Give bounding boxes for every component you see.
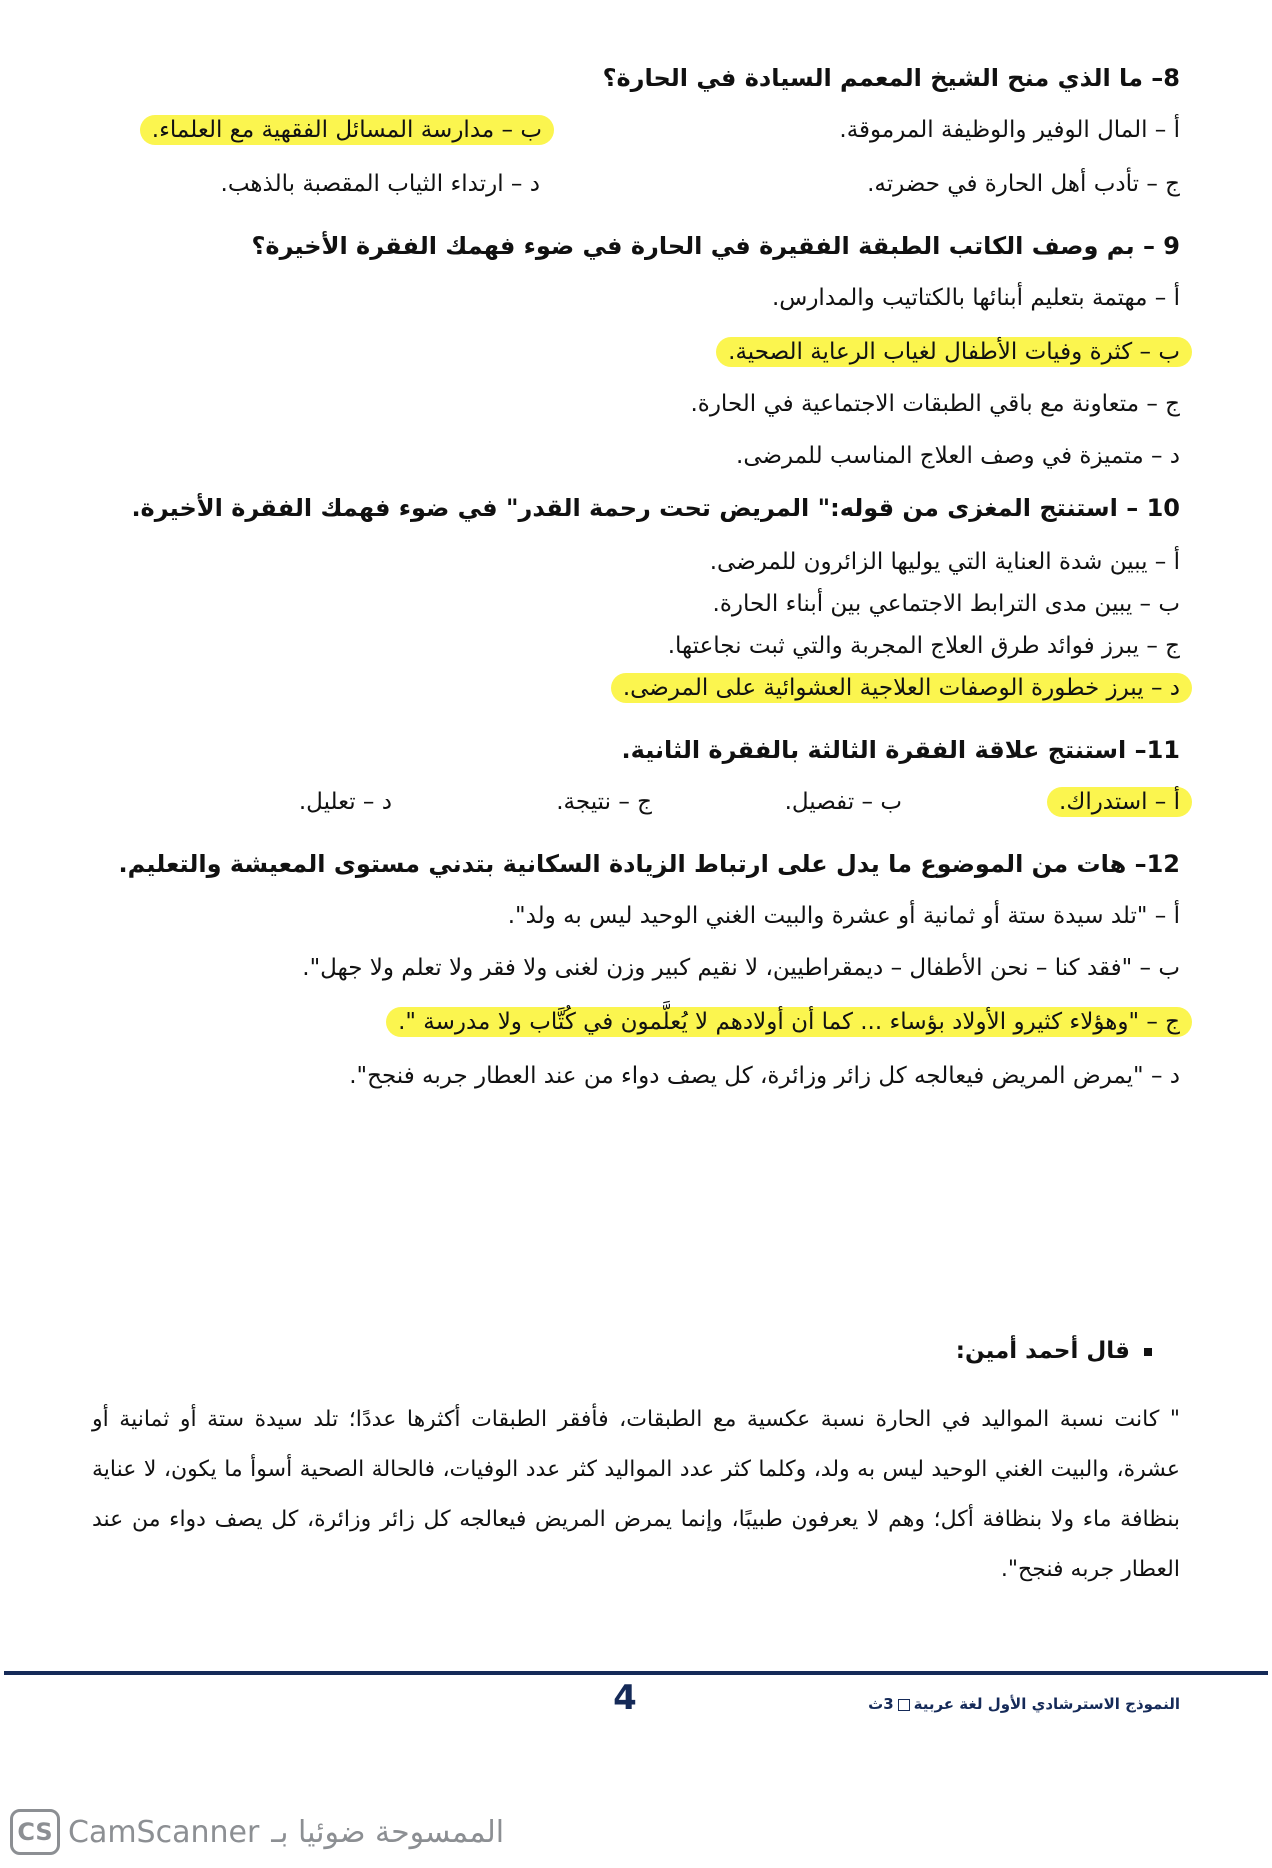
checkbox-glyph-icon [898,1699,910,1711]
footer-divider [4,1671,1268,1675]
q12-option-d: د – "يمرض المريض فيعالجه كل زائر وزائرة، كل يصف دواء من عند العطار جربه فنجح". [349,1063,1180,1089]
watermark-arabic: الممسوحة ضوئيا بـ [271,1814,505,1850]
q12-option-c [386,1006,1192,1038]
q8-option-d: د – ارتداء الثياب المقصبة بالذهب. [220,171,540,197]
q11-option-a [1047,786,1192,818]
highlight-marker: ب – كثرة وفيات الأطفال لغياب الرعاية الصحية. [716,337,1192,367]
footer-grade: 3ث [868,1695,894,1713]
question-8: 8– ما الذي منح الشيخ المعمم السيادة في الحارة؟ [602,64,1180,92]
question-11: 11– استنتج علاقة الفقرة الثالثة بالفقرة الثانية. [621,736,1180,764]
q8-option-b [140,114,554,146]
q10-option-d [611,672,1192,704]
camscanner-watermark [10,1806,504,1858]
q10-option-b: ب – يبين مدى الترابط الاجتماعي بين أبناء الحارة. [712,591,1180,617]
q11-option-d: د – تعليل. [298,789,392,815]
quote-paragraph: " كانت نسبة المواليد في الحارة نسبة عكسية مع الطبقات، فأفقر الطبقات أكثرها عددًا؛ تلد سيدة ستة أو ثمانية أو عشرة، والبيت الغني الوحيد ليس به ولد، وكلما كثر عدد المواليد كثر عدد الوفيات، فالحالة الصحية أسوأ ما يكون، لا عناية بنظافة ماء ولا بنظافة أكل؛ وهم لا يعرفون طبيبًا، وإنما يمرض المريض فيعالجه كل زائر وزائرة، كل يصف دواء من عند العطار جربه فنجح". [92,1407,1180,1582]
q10-option-c: ج – يبرز فوائد طرق العلاج المجربة والتي ثبت نجاعتها. [667,633,1180,659]
quote-intro [956,1338,1152,1364]
camscanner-logo-icon: CS [10,1809,60,1855]
footer-title-text: النموذج الاسترشادي الأول لغة عربية [913,1695,1180,1713]
page-number: 4 [613,1678,637,1718]
q8-option-c: ج – تأدب أهل الحارة في حضرته. [867,171,1180,197]
q10-option-a: أ – يبين شدة العناية التي يوليها الزائرون للمرضى. [709,549,1180,575]
q9-option-d: د – متميزة في وصف العلاج المناسب للمرضى. [736,443,1180,469]
q11-option-b: ب – تفصيل. [784,789,902,815]
highlight-marker: أ – استدراك. [1047,787,1192,817]
q8-option-a: أ – المال الوفير والوظيفة المرموقة. [839,117,1180,143]
q12-option-b: ب – "فقد كنا – نحن الأطفال – ديمقراطيين، لا نقيم كبير وزن لغنى ولا فقر ولا تعلم ولا جهل". [302,955,1180,981]
highlight-marker: ب – مدارسة المسائل الفقهية مع العلماء. [140,115,554,145]
quote-intro-text: قال أحمد أمين: [955,1338,1130,1364]
watermark-brand: CamScanner [68,1814,260,1850]
q9-option-b [716,336,1192,368]
footer-title [868,1695,1180,1713]
q9-option-c: ج – متعاونة مع باقي الطبقات الاجتماعية في الحارة. [690,391,1180,417]
square-bullet-icon [1144,1348,1152,1356]
q9-option-a: أ – مهتمة بتعليم أبنائها بالكتاتيب والمدارس. [771,285,1180,311]
highlight-marker: ج – "وهؤلاء كثيرو الأولاد بؤساء ... كما أن أولادهم لا يُعلَّمون في كُتَّاب ولا مدرسة ". [386,1007,1192,1037]
question-12: 12– هات من الموضوع ما يدل على ارتباط الزيادة السكانية بتدني مستوى المعيشة والتعليم. [118,850,1180,878]
q12-option-a: أ – "تلد سيدة ستة أو ثمانية أو عشرة والبيت الغني الوحيد ليس به ولد". [507,903,1180,929]
q11-option-c: ج – نتيجة. [556,789,652,815]
question-10: 10 – استنتج المغزى من قوله:" المريض تحت رحمة القدر" في ضوء فهمك الفقرة الأخيرة. [131,494,1180,522]
highlight-marker: د – يبرز خطورة الوصفات العلاجية العشوائية على المرضى. [611,673,1192,703]
question-9: 9 – بم وصف الكاتب الطبقة الفقيرة في الحارة في ضوء فهمك الفقرة الأخيرة؟ [251,232,1180,260]
